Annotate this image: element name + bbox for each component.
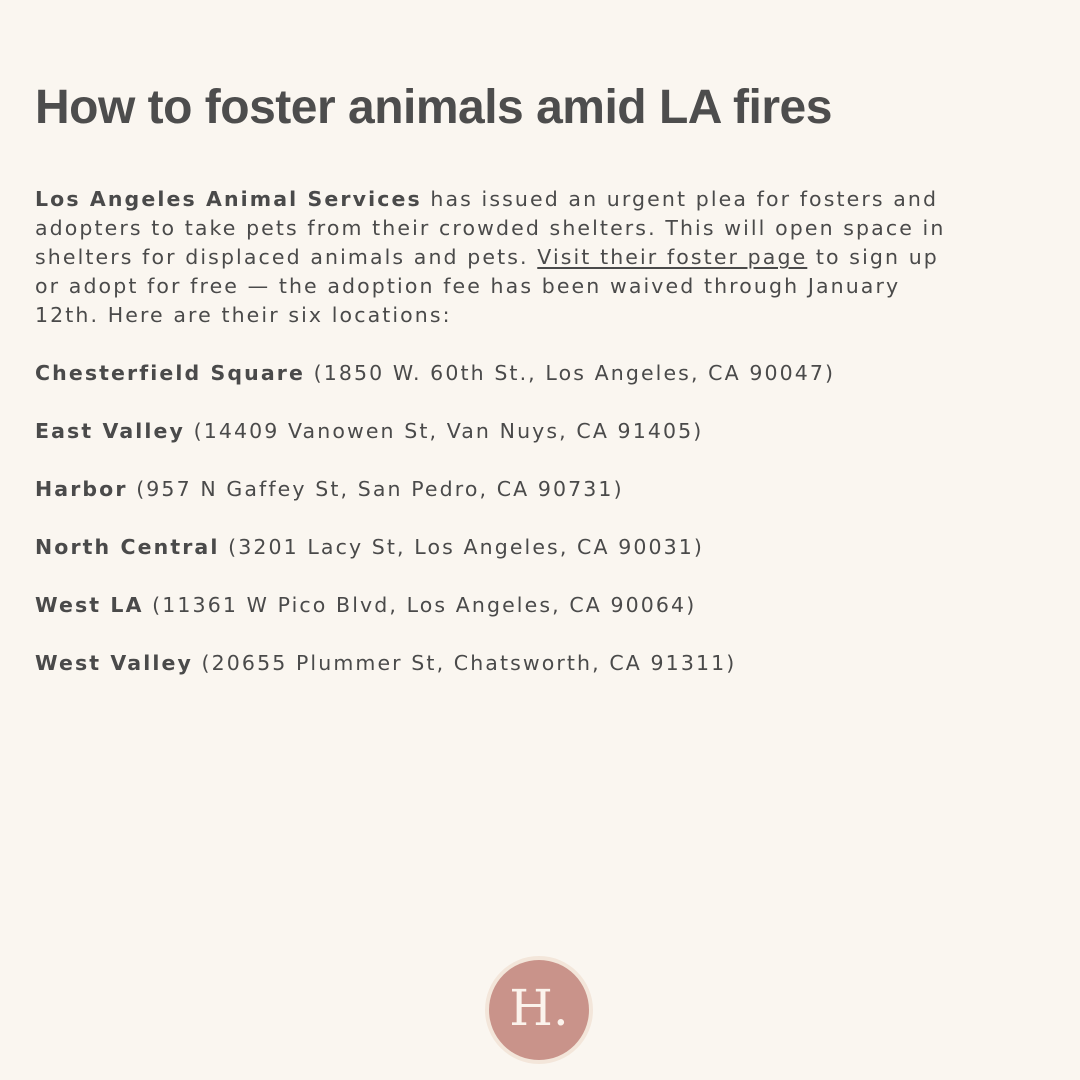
intro-line-3-text: shelters for displaced animals and pets. — [35, 245, 538, 269]
locations-list — [35, 359, 835, 707]
location-item — [35, 359, 835, 417]
location-item — [35, 533, 835, 591]
location-item — [35, 591, 835, 649]
location-name: Harbor — [35, 477, 128, 501]
location-name: North Central — [35, 535, 220, 559]
location-address: (957 N Gaffey St, San Pedro, CA 90731) — [127, 477, 624, 501]
intro-line-3 — [35, 243, 1055, 272]
location-address: (3201 Lacy St, Los Angeles, CA 90031) — [219, 535, 705, 559]
location-address: (14409 Vanowen St, Van Nuys, CA 91405) — [184, 419, 704, 443]
location-address: (11361 W Pico Blvd, Los Angeles, CA 90064) — [143, 593, 697, 617]
location-address: (1850 W. 60th St., Los Angeles, CA 90047) — [305, 361, 836, 385]
location-item — [35, 649, 835, 707]
location-name: West Valley — [35, 651, 193, 675]
intro-line-1 — [35, 185, 1055, 214]
intro-line-5: 12th. Here are their six locations: — [35, 303, 452, 327]
brand-logo — [489, 960, 589, 1060]
intro-line-1-text: has issued an urgent plea for fosters and — [421, 187, 939, 211]
intro-line-2: adopters to take pets from their crowded shelters. This will open space in — [35, 216, 946, 240]
brand-logo-text: H. — [509, 979, 569, 1037]
foster-page-link[interactable]: Visit their foster page — [537, 245, 808, 269]
intro-paragraph — [35, 185, 1055, 330]
location-name: West LA — [35, 593, 144, 617]
organization-name: Los Angeles Animal Services — [35, 187, 422, 211]
location-item — [35, 475, 835, 533]
intro-line-3-tail: to sign up — [807, 245, 939, 269]
location-name: East Valley — [35, 419, 185, 443]
location-item — [35, 417, 835, 475]
location-address: (20655 Plummer St, Chatsworth, CA 91311) — [192, 651, 737, 675]
intro-line-4: or adopt for free — the adoption fee has been waived through January — [35, 274, 901, 298]
page-title: How to foster animals amid LA fires — [35, 81, 832, 134]
location-name: Chesterfield Square — [35, 361, 306, 385]
